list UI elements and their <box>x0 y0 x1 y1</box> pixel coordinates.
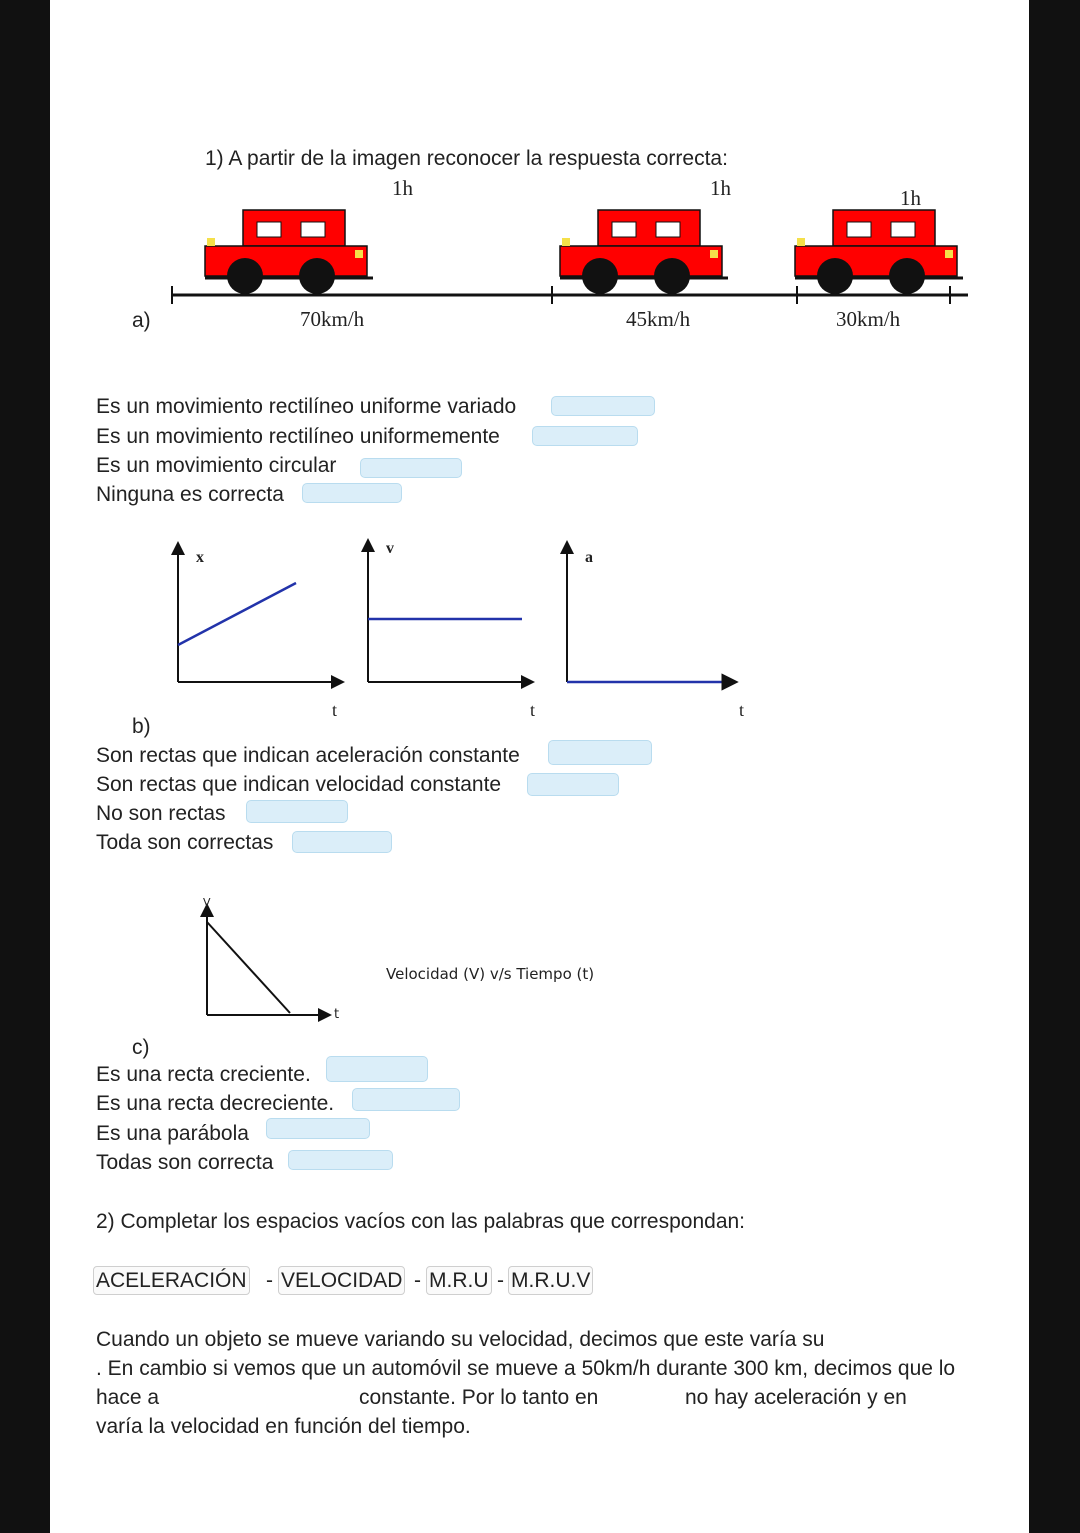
option-b-2: Son rectas que indican velocidad constante <box>96 773 502 796</box>
option-c-4: Todas son correcta <box>96 1151 274 1174</box>
speed-label: 30km/h <box>836 307 901 331</box>
axis-label: x <box>196 549 204 566</box>
part-a-label: a) <box>132 309 151 332</box>
question-1-heading: 1) A partir de la imagen reconocer la respuesta correcta: <box>205 147 728 170</box>
option-b-4: Toda son correctas <box>96 831 274 854</box>
question-2-heading: 2) Completar los espacios vacíos con las palabras que correspondan: <box>96 1210 746 1233</box>
axis-label: t <box>530 700 536 720</box>
axis-label: t <box>334 1007 340 1022</box>
option-a-3: Es un movimiento circular <box>96 454 337 477</box>
option-a-2: Es un movimiento rectilíneo uniformemente <box>96 425 500 448</box>
word-chip-mruv[interactable]: M.R.U.V <box>508 1266 593 1295</box>
part-b-label: b) <box>132 715 151 738</box>
option-b-1: Son rectas que indican aceleración constante <box>96 744 520 767</box>
graph-caption: Velocidad (V) v/s Tiempo (t) <box>386 965 595 983</box>
paragraph-line-1: Cuando un objeto se mueve variando su velocidad, decimos que este varía su <box>96 1328 825 1351</box>
answer-blank-c-4[interactable] <box>288 1150 393 1170</box>
option-a-1: Es un movimiento rectilíneo uniforme variado <box>96 395 517 418</box>
speed-label: 70km/h <box>300 307 365 331</box>
option-a-4: Ninguna es correcta <box>96 483 284 506</box>
time-label: 1h <box>392 176 413 200</box>
option-b-3: No son rectas <box>96 802 226 825</box>
word-separator: - <box>414 1269 421 1292</box>
time-label: 1h <box>710 176 731 200</box>
axis-label: t <box>739 700 745 720</box>
axis-label: V <box>203 896 211 909</box>
answer-blank-c-3[interactable] <box>266 1118 370 1139</box>
speed-label: 45km/h <box>626 307 691 331</box>
word-chip-aceleracion[interactable]: ACELERACIÓN <box>93 1266 250 1295</box>
word-separator: - <box>497 1269 504 1292</box>
option-c-2: Es una recta decreciente. <box>96 1092 335 1115</box>
paragraph-line-3a: hace a <box>96 1386 160 1409</box>
answer-blank-c-2[interactable] <box>352 1088 460 1111</box>
option-c-3: Es una parábola <box>96 1122 249 1145</box>
answer-blank-c-1[interactable] <box>326 1056 428 1082</box>
paragraph-line-3b: constante. Por lo tanto en <box>359 1386 599 1409</box>
part-c-label: c) <box>132 1036 150 1059</box>
word-separator: - <box>266 1269 273 1292</box>
axis-label: a <box>585 549 593 566</box>
axis-label: v <box>386 540 394 557</box>
word-chip-mru[interactable]: M.R.U <box>426 1266 492 1295</box>
option-c-1: Es una recta creciente. <box>96 1063 311 1086</box>
paragraph-line-3c: no hay aceleración y en <box>685 1386 907 1409</box>
paragraph-line-4: varía la velocidad en función del tiempo. <box>96 1415 471 1438</box>
axis-label: t <box>332 700 338 720</box>
word-chip-velocidad[interactable]: VELOCIDAD <box>278 1266 405 1295</box>
paragraph-line-2: . En cambio si vemos que un automóvil se mueve a 50km/h durante 300 km, decimos que lo <box>96 1357 956 1380</box>
time-label: 1h <box>900 186 921 210</box>
